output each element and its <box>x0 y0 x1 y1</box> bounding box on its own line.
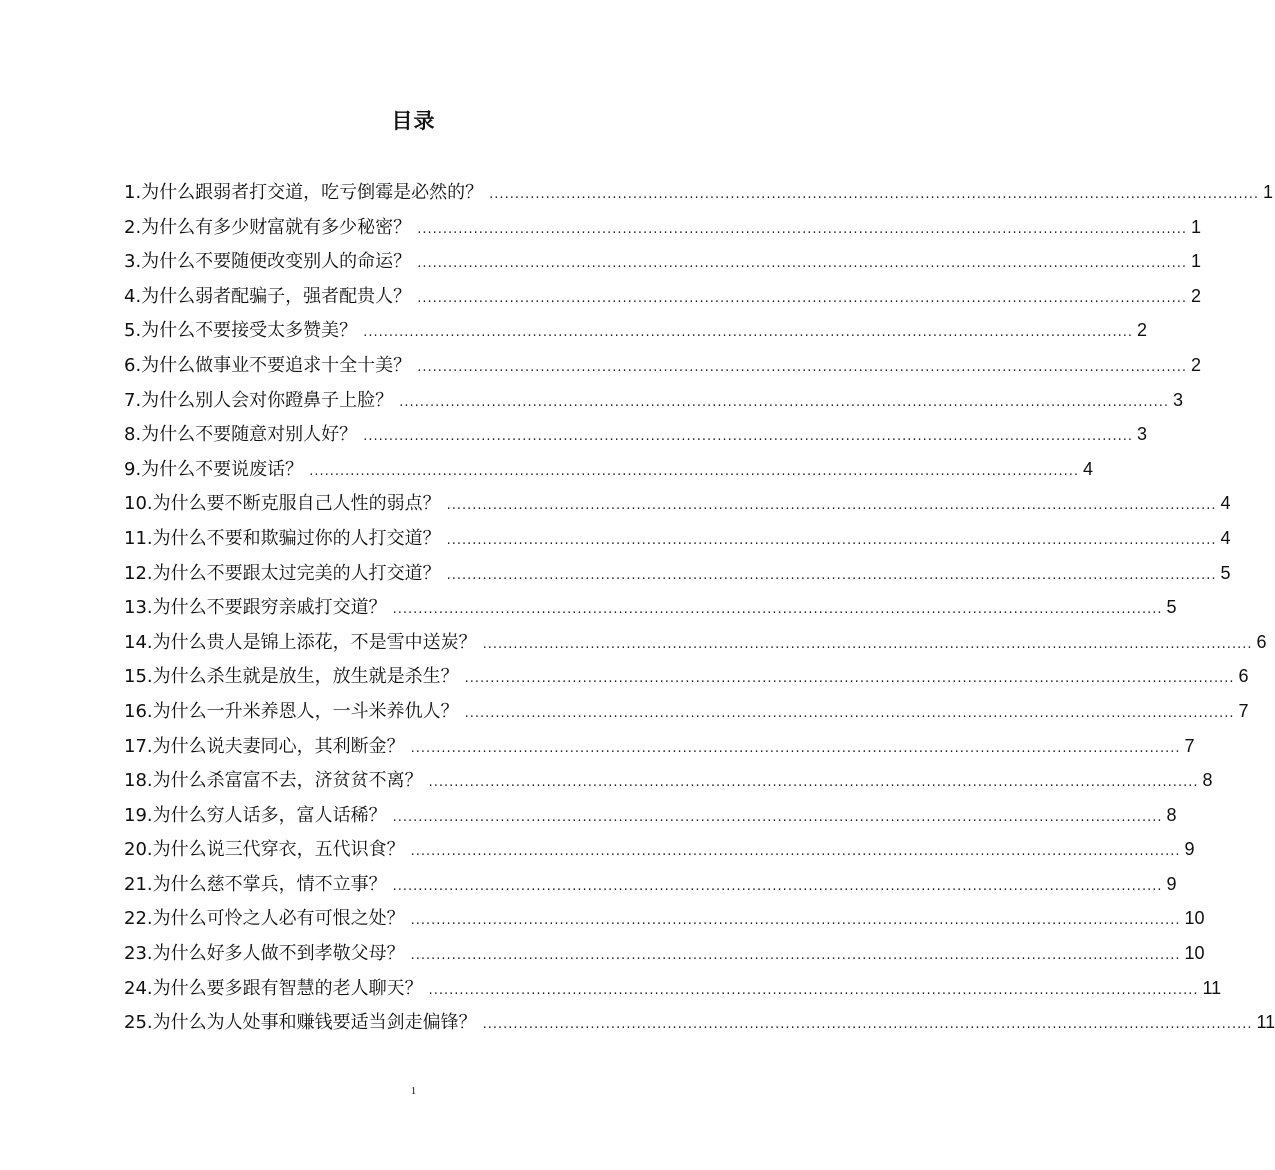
toc-dot-leader <box>411 835 1181 870</box>
toc-dot-leader <box>399 386 1169 421</box>
toc-dot-leader <box>417 282 1187 317</box>
toc-entry[interactable] <box>124 521 1231 556</box>
toc-page-number: 1 <box>1191 216 1202 237</box>
toc-page-number: 6 <box>1238 666 1249 687</box>
toc-entry-title: 22.为什么可怜之人必有可恨之处？ <box>124 908 405 930</box>
page-title: 目录 <box>391 109 436 133</box>
toc-entry-title: 16.为什么一升米养恩人，一斗米养仇人？ <box>124 700 459 722</box>
toc-dot-leader <box>447 524 1217 559</box>
toc-page-number: 2 <box>1137 320 1148 341</box>
toc-dot-leader <box>429 766 1199 801</box>
toc-entry[interactable] <box>124 625 1267 660</box>
toc-entry[interactable] <box>124 279 1202 314</box>
toc-dot-leader <box>393 870 1163 905</box>
toc-dot-leader <box>417 351 1187 386</box>
toc-page-number: 3 <box>1137 424 1148 445</box>
toc-dot-leader <box>483 628 1253 663</box>
toc-page-number: 5 <box>1220 562 1231 583</box>
toc-entry[interactable] <box>124 971 1222 1006</box>
toc-entry[interactable] <box>124 556 1231 591</box>
toc-entry[interactable] <box>124 936 1205 971</box>
toc-entry-title: 24.为什么要多跟有智慧的老人聊天？ <box>124 977 423 999</box>
toc-entry-title: 15.为什么杀生就是放生，放生就是杀生？ <box>124 666 459 688</box>
toc-page-number: 9 <box>1184 839 1195 860</box>
toc-entry[interactable] <box>124 590 1177 625</box>
toc-dot-leader <box>393 801 1163 836</box>
toc-entry[interactable] <box>124 729 1195 764</box>
toc-page-number: 6 <box>1256 631 1267 652</box>
toc-entry-title: 13.为什么不要跟穷亲戚打交道？ <box>124 597 387 619</box>
toc-entry-title: 11.为什么不要和欺骗过你的人打交道？ <box>124 527 441 549</box>
toc-page-number: 9 <box>1166 873 1177 894</box>
toc-entry-title: 10.为什么要不断克服自己人性的弱点？ <box>124 493 441 515</box>
toc-page-number: 2 <box>1191 354 1202 375</box>
toc-entry-title: 3.为什么不要随便改变别人的命运？ <box>124 251 412 273</box>
toc-dot-leader <box>465 662 1235 697</box>
toc-page-number: 4 <box>1083 458 1094 479</box>
toc-entry-title: 20.为什么说三代穿衣，五代识食？ <box>124 839 405 861</box>
toc-page-number: 7 <box>1184 735 1195 756</box>
toc-entry[interactable] <box>124 175 1274 210</box>
toc-entry[interactable] <box>124 383 1184 418</box>
toc-dot-leader <box>411 904 1181 939</box>
toc-dot-leader <box>417 247 1187 282</box>
toc-dot-leader <box>465 697 1235 732</box>
toc-page-number: 10 <box>1184 943 1205 964</box>
toc-entry-title: 4.为什么弱者配骗子，强者配贵人？ <box>124 285 412 307</box>
toc-entry[interactable] <box>124 486 1231 521</box>
toc-entry-title: 9.为什么不要说废话？ <box>124 458 304 480</box>
toc-page-number: 11 <box>1256 1012 1275 1033</box>
toc-entry-title: 12.为什么不要跟太过完美的人打交道？ <box>124 562 441 584</box>
page-number: 1 <box>410 1085 417 1097</box>
toc-entry-title: 23.为什么好多人做不到孝敬父母？ <box>124 943 405 965</box>
toc-page-number: 7 <box>1238 700 1249 721</box>
toc-entry[interactable] <box>124 417 1148 452</box>
toc-page-number: 4 <box>1220 493 1231 514</box>
toc-page-number: 8 <box>1166 804 1177 825</box>
toc-page-number: 8 <box>1202 770 1213 791</box>
toc-dot-leader <box>393 593 1163 628</box>
toc-entry-title: 25.为什么为人处事和赚钱要适当剑走偏锋？ <box>124 1012 477 1034</box>
toc-dot-leader <box>411 732 1181 767</box>
toc-entry-title: 8.为什么不要随意对别人好？ <box>124 424 358 446</box>
toc-entry[interactable] <box>124 244 1202 279</box>
toc-entry[interactable] <box>124 452 1094 487</box>
toc-entry[interactable] <box>124 313 1148 348</box>
toc-page-number: 2 <box>1191 285 1202 306</box>
toc-entry-title: 6.为什么做事业不要追求十全十美？ <box>124 354 412 376</box>
toc-entry-title: 18.为什么杀富富不去，济贫贫不离？ <box>124 770 423 792</box>
toc-entry[interactable] <box>124 348 1202 383</box>
toc-entry[interactable] <box>124 694 1249 729</box>
toc-entry[interactable] <box>124 1005 1275 1040</box>
toc-dot-leader <box>447 559 1217 594</box>
toc-entry[interactable] <box>124 210 1202 245</box>
toc-entry[interactable] <box>124 901 1205 936</box>
toc-entry[interactable] <box>124 798 1177 833</box>
toc-entry-title: 14.为什么贵人是锦上添花，不是雪中送炭？ <box>124 631 477 653</box>
toc-entry[interactable] <box>124 867 1177 902</box>
toc-entry-title: 17.为什么说夫妻同心，其利断金？ <box>124 735 405 757</box>
toc-dot-leader <box>309 455 1079 490</box>
toc-entry[interactable] <box>124 659 1249 694</box>
toc-dot-leader <box>411 939 1181 974</box>
toc-page-number: 4 <box>1220 527 1231 548</box>
toc-page-number: 1 <box>1263 182 1274 202</box>
toc-entry-title: 2.为什么有多少财富就有多少秘密？ <box>124 216 412 238</box>
toc-entry-title: 19.为什么穷人话多，富人话稀？ <box>124 804 387 826</box>
toc-entry-title: 21.为什么慈不掌兵，情不立事？ <box>124 873 387 895</box>
toc-entry[interactable] <box>124 832 1195 867</box>
toc-entry-title: 7.为什么别人会对你蹬鼻子上脸？ <box>124 389 394 411</box>
toc-entry-title: 5.为什么不要接受太多赞美？ <box>124 320 358 342</box>
toc-dot-leader <box>483 1008 1253 1043</box>
toc-page-number: 5 <box>1166 597 1177 618</box>
toc-dot-leader <box>429 974 1199 1009</box>
toc-page-number: 1 <box>1191 251 1202 272</box>
toc-dot-leader <box>363 420 1133 455</box>
toc-dot-leader <box>417 213 1187 248</box>
toc-entry[interactable] <box>124 763 1213 798</box>
toc-entry-title: 1.为什么跟弱者打交道，吃亏倒霉是必然的？ <box>124 182 484 203</box>
toc-dot-leader <box>363 316 1133 351</box>
toc-page-number: 3 <box>1173 389 1184 410</box>
toc-dot-leader <box>447 489 1217 524</box>
table-of-contents <box>124 175 1275 1040</box>
toc-page-number: 11 <box>1202 977 1222 998</box>
toc-page-number: 10 <box>1184 908 1205 929</box>
toc-dot-leader <box>489 178 1259 213</box>
